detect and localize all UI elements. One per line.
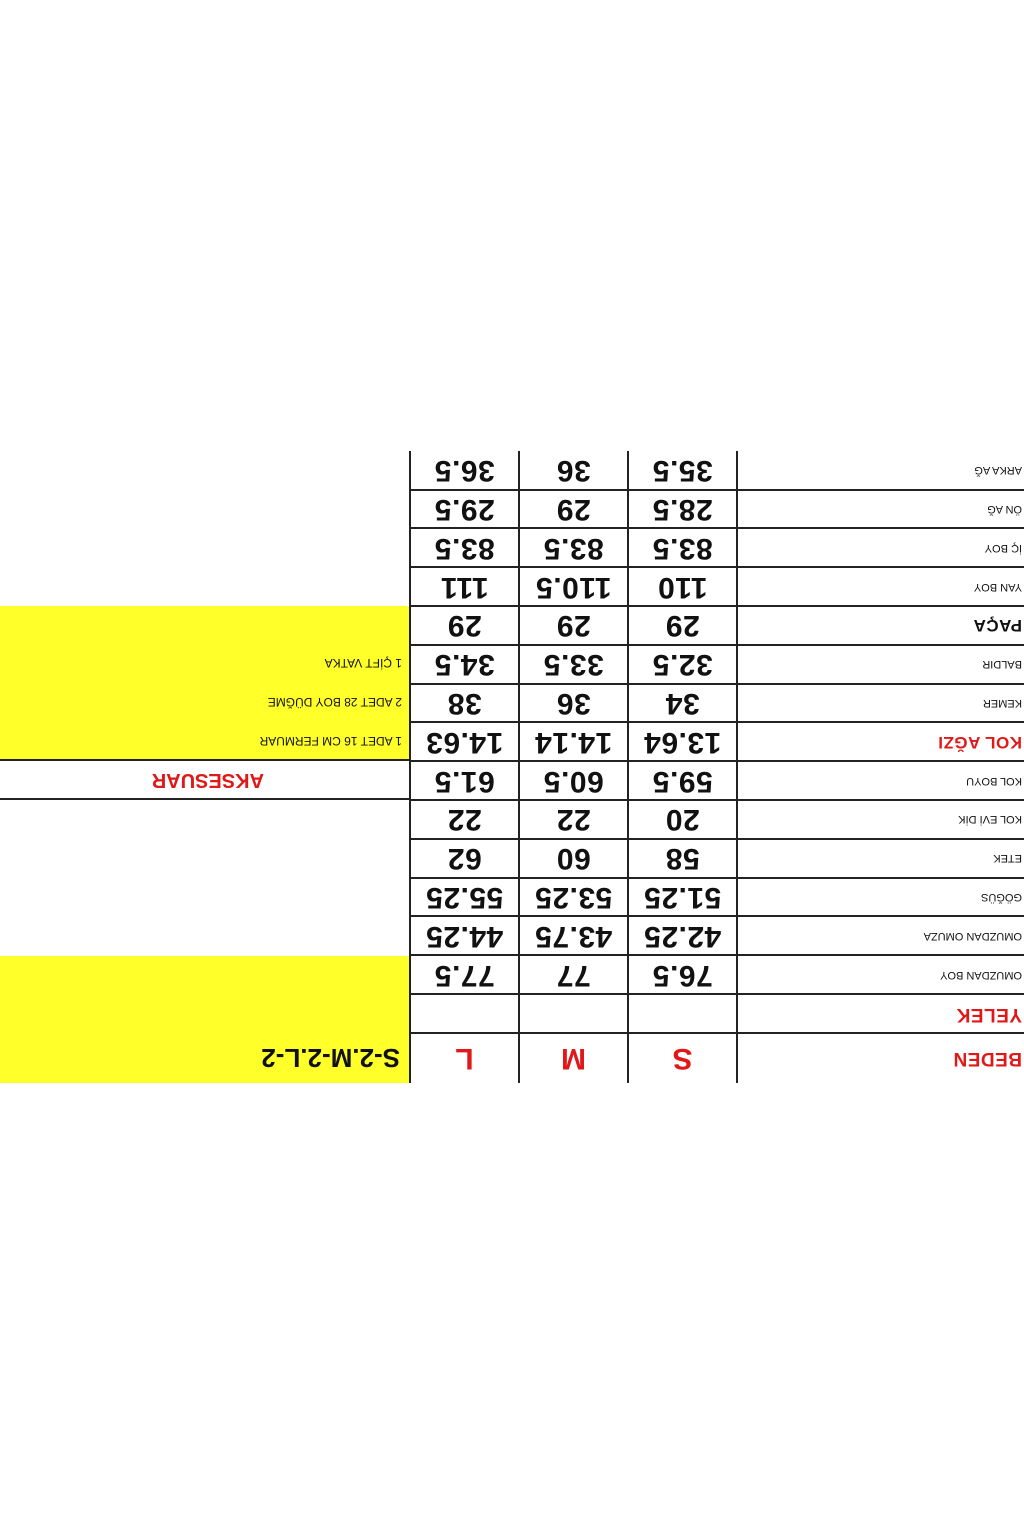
header-beden: BEDEN	[952, 1048, 1022, 1069]
row-label: ÖN AĞ	[987, 503, 1022, 516]
row-label: İÇ BOY	[984, 541, 1022, 554]
row-value: 59.5	[652, 764, 713, 798]
row-value: 14.63	[425, 725, 504, 759]
row-value: 13.64	[643, 725, 722, 759]
row-value: 83.5	[652, 531, 713, 565]
accessory-item-3: 1 ÇİFT VATKA	[324, 656, 402, 670]
grid-vline	[627, 451, 629, 1083]
grid-hline	[410, 993, 1024, 995]
row-value: 42.25	[643, 919, 722, 953]
row-value: 33.5	[543, 648, 604, 682]
row-value: 51.25	[643, 881, 722, 915]
grid-hline	[410, 799, 1024, 801]
row-value: 22	[447, 803, 482, 837]
row-value: 14.14	[534, 725, 613, 759]
row-label: GÖĞÜS	[981, 891, 1022, 904]
row-label: KOL EVİ DİK	[958, 813, 1022, 826]
grid-vline	[409, 451, 411, 1083]
row-value: 36	[556, 687, 591, 721]
row-value: 29	[447, 609, 482, 643]
pack-distribution: S-2.M-2.L-2	[261, 1043, 400, 1074]
row-value: 29	[665, 609, 700, 643]
row-value: 34.5	[434, 648, 495, 682]
row-label: KOL BOYU	[966, 774, 1022, 787]
row-value: 22	[556, 803, 591, 837]
grid-hline	[410, 877, 1024, 879]
grid-hline	[410, 838, 1024, 840]
grid-hline	[410, 527, 1024, 529]
row-label: ARKA AĞ	[974, 464, 1022, 477]
aksesuar-bottom-line	[0, 759, 410, 761]
row-value: 35.5	[652, 454, 713, 488]
row-value: 32.5	[652, 648, 713, 682]
grid-hline	[410, 1032, 1024, 1034]
row-value: 43.75	[534, 919, 613, 953]
grid-hline	[410, 644, 1024, 646]
header-size-l: L	[455, 1042, 474, 1075]
row-label: OMUZDAN BOY	[940, 968, 1022, 981]
accessory-item-2: 2 ADET 28 BOY DÜĞME	[267, 695, 402, 709]
row-value: 77	[556, 958, 591, 992]
row-value: 76.5	[652, 958, 713, 992]
row-value: 53.25	[534, 881, 613, 915]
header-size-m: M	[561, 1042, 586, 1075]
grid-hline	[410, 915, 1024, 917]
row-value: 111	[440, 570, 489, 604]
row-value: 38	[447, 687, 482, 721]
row-label: KEMER	[982, 697, 1022, 710]
aksesuar-title: AKSESUAR	[151, 769, 264, 792]
aksesuar-top-line	[0, 798, 410, 800]
row-value: 61.5	[434, 764, 495, 798]
row-value: 110.5	[535, 570, 612, 604]
row-value: 28.5	[652, 493, 713, 527]
grid-hline	[410, 721, 1024, 723]
row-value: 77.5	[434, 958, 495, 992]
row-value: 29	[556, 493, 591, 527]
accessory-item-1: 1 ADET 16 CM FERMUAR	[259, 734, 402, 748]
row-label: KOL AĞZI	[937, 732, 1022, 752]
row-value: 110	[657, 570, 708, 604]
row-value: 83.5	[434, 531, 495, 565]
section-yelek: YELEK	[956, 1004, 1022, 1025]
grid-hline	[410, 954, 1024, 956]
row-label: PAÇA	[973, 616, 1022, 636]
row-value: 29	[556, 609, 591, 643]
grid-hline	[410, 605, 1024, 607]
grid-hline	[410, 489, 1024, 491]
grid-hline	[410, 566, 1024, 568]
header-size-s: S	[672, 1042, 693, 1075]
row-value: 62	[447, 842, 482, 876]
row-value: 55.25	[425, 881, 504, 915]
row-label: ETEK	[993, 852, 1022, 865]
row-value: 36	[556, 454, 591, 488]
grid-hline	[410, 683, 1024, 685]
row-value: 29.5	[434, 493, 495, 527]
row-label: BALDIR	[982, 658, 1022, 671]
row-value: 60	[556, 842, 591, 876]
row-value: 34	[665, 687, 700, 721]
grid-vline	[518, 451, 520, 1083]
row-label: OMUZDAN OMUZA	[923, 929, 1022, 942]
row-label: YAN BOY	[973, 580, 1022, 593]
row-value: 20	[665, 803, 700, 837]
grid-vline	[736, 451, 738, 1083]
row-value: 83.5	[543, 531, 604, 565]
row-value: 60.5	[543, 764, 604, 798]
row-value: 58	[665, 842, 700, 876]
row-value: 44.25	[425, 919, 504, 953]
row-value: 36.5	[434, 454, 495, 488]
grid-hline	[410, 760, 1024, 762]
